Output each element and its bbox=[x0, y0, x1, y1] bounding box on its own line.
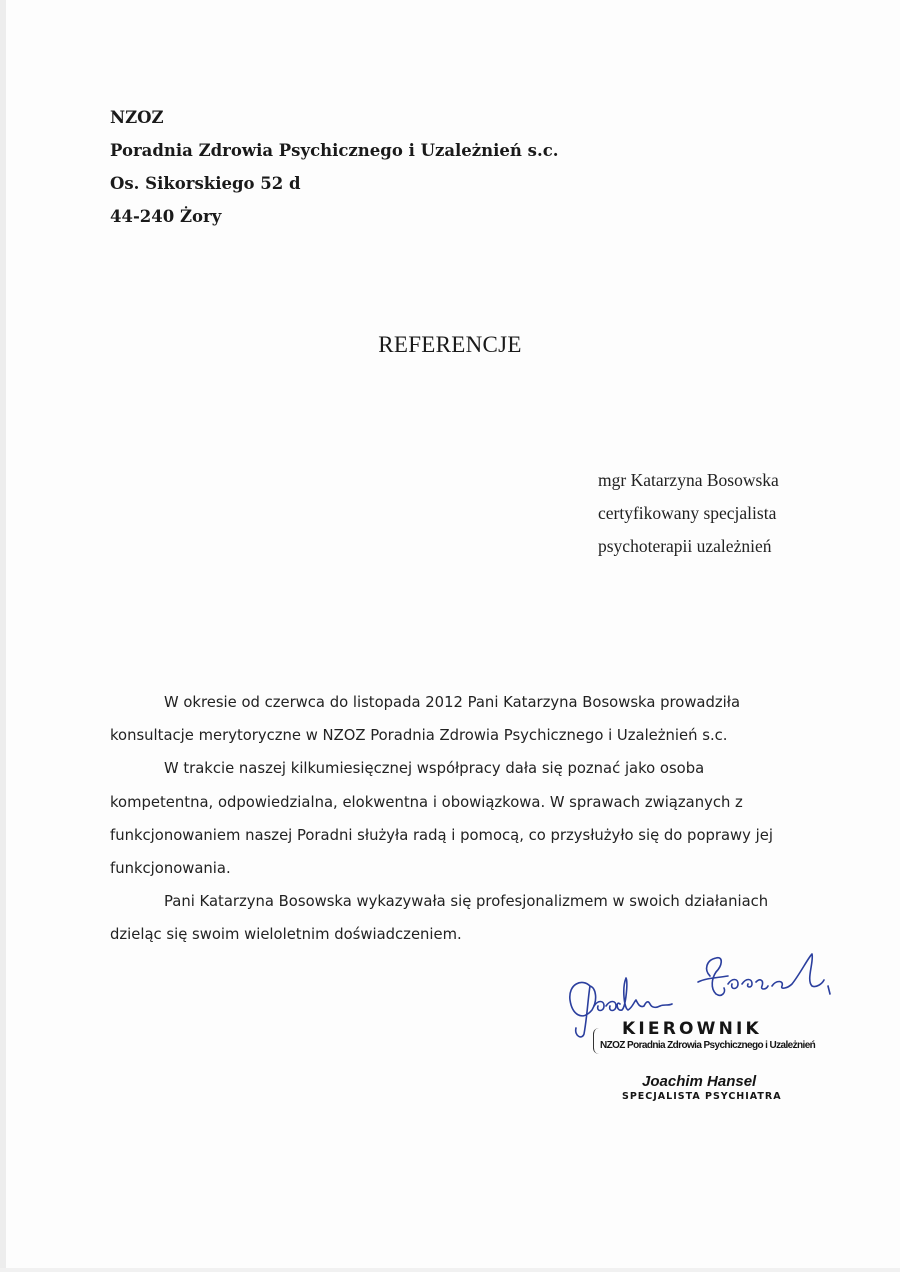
stamp-role: SPECJALISTA PSYCHIATRA bbox=[622, 1091, 782, 1102]
recipient-role-line-1: certyfikowany specjalista bbox=[598, 503, 777, 523]
body-line: kompetentna, odpowiedzialna, elokwentna i obowiązkowa. W sprawach związanych z bbox=[110, 793, 743, 811]
body-line: W trakcie naszej kilkumiesięcznej współpracy dała się poznać jako osoba bbox=[164, 760, 705, 778]
sender-city: 44-240 Żory bbox=[110, 207, 222, 226]
body-line: W okresie od czerwca do listopada 2012 Pani Katarzyna Bosowska prowadziła bbox=[164, 694, 741, 711]
director-stamp bbox=[560, 948, 850, 1118]
body-line: funkcjonowaniem naszej Poradni służyła radą i pomocą, co przysłużyło się do poprawy jej bbox=[110, 826, 773, 844]
body-line: dzieląc się swoim wieloletnim doświadczeniem. bbox=[110, 926, 462, 944]
recipient-block bbox=[598, 468, 779, 567]
recipient-role-line-2: psychoterapii uzależnień bbox=[598, 536, 772, 556]
document-title: REFERENCJE bbox=[378, 332, 522, 357]
scan-edge-bottom bbox=[0, 1268, 900, 1272]
stamp-title: KIEROWNIK bbox=[622, 1019, 762, 1039]
sender-street: Os. Sikorskiego 52 d bbox=[110, 174, 301, 193]
sender-address bbox=[110, 106, 559, 238]
letter-body bbox=[110, 690, 810, 956]
stamp-name: Joachim Hansel bbox=[642, 1073, 757, 1090]
body-line: konsultacje merytoryczne w NZOZ Poradnia Zdrowia Psychicznego i Uzależnień s.c. bbox=[110, 727, 728, 745]
stamp-organization: NZOZ Poradnia Zdrowia Psychicznego i Uzależnień bbox=[600, 1040, 816, 1051]
scan-edge bbox=[0, 0, 6, 1272]
sender-name: NZOZ bbox=[110, 108, 164, 127]
body-line: funkcjonowania. bbox=[110, 859, 231, 877]
sender-institution: Poradnia Zdrowia Psychicznego i Uzależnień s.c. bbox=[110, 141, 559, 160]
recipient-name: mgr Katarzyna Bosowska bbox=[598, 470, 779, 490]
body-line: Pani Katarzyna Bosowska wykazywała się profesjonalizmem w swoich działaniach bbox=[164, 893, 769, 911]
